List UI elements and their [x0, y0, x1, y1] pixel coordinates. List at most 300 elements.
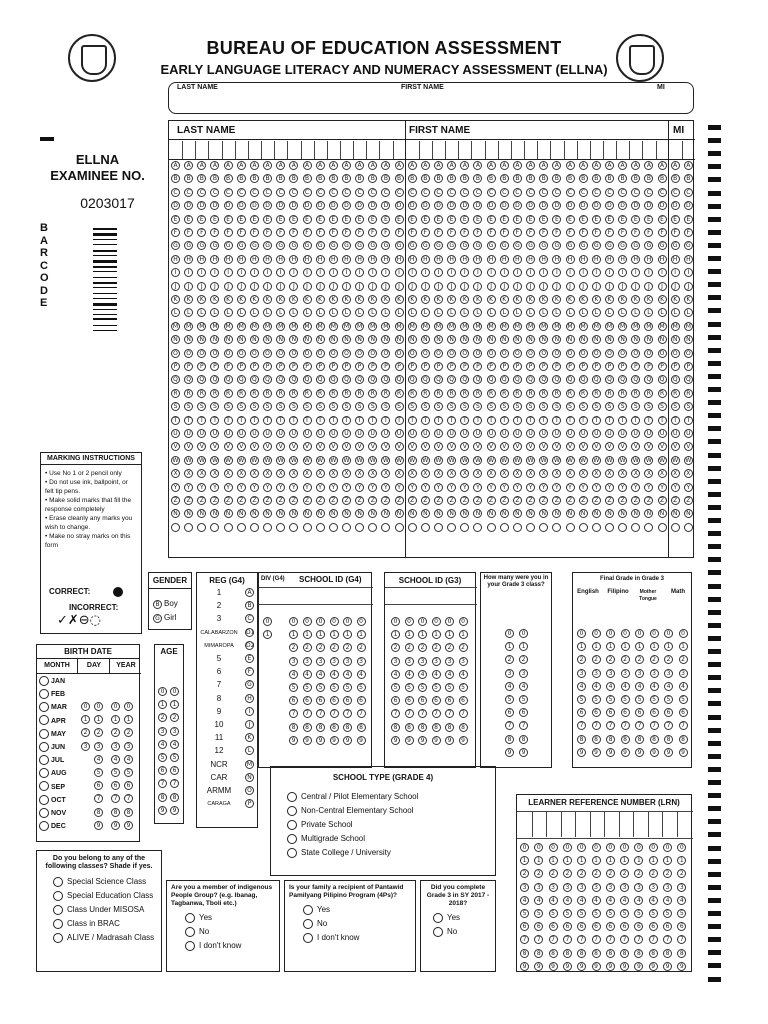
bubble[interactable]: B	[197, 174, 206, 183]
bubble[interactable]: M	[357, 322, 363, 330]
bubble[interactable]: R	[500, 389, 509, 398]
bubble[interactable]: C	[245, 614, 254, 623]
bubble[interactable]: J	[303, 282, 312, 291]
bubble[interactable]: E	[171, 215, 180, 224]
bubble[interactable]: 2	[357, 643, 366, 652]
bubble[interactable]: 2	[677, 869, 686, 878]
bubble[interactable]: W	[304, 456, 310, 464]
bubble[interactable]: J	[605, 282, 614, 291]
radio-icon[interactable]	[39, 808, 49, 818]
bubble[interactable]: H	[539, 255, 548, 264]
bubble[interactable]: D	[447, 201, 456, 210]
bubble[interactable]: 4	[621, 682, 630, 691]
bubble[interactable]: 0	[505, 629, 514, 638]
bubble[interactable]: 6	[592, 708, 601, 717]
radio-icon[interactable]	[39, 702, 49, 712]
bubble[interactable]: O	[618, 349, 627, 358]
bubble[interactable]: K	[329, 295, 338, 304]
bubble[interactable]: F	[342, 228, 351, 237]
bubble[interactable]: W	[172, 456, 179, 464]
bubble[interactable]	[605, 523, 614, 532]
bubble[interactable]: M	[383, 322, 389, 330]
bubble[interactable]: 7	[663, 935, 672, 944]
bubble[interactable]: K	[552, 295, 561, 304]
bubble[interactable]: E	[395, 215, 404, 224]
bubble[interactable]: P	[355, 362, 364, 371]
bubble[interactable]: G	[342, 241, 351, 250]
bubble[interactable]: 8	[158, 793, 167, 802]
bubble[interactable]: C	[434, 188, 443, 197]
bubble[interactable]: Ñ	[237, 509, 246, 518]
bubble[interactable]: Q	[171, 375, 180, 384]
bubble[interactable]: G	[658, 241, 667, 250]
bubble[interactable]: N	[552, 335, 561, 344]
bubble[interactable]: 5	[505, 695, 514, 704]
bubble[interactable]: Ñ	[276, 509, 285, 518]
bubble[interactable]: Y	[579, 483, 588, 492]
bubble[interactable]: 7	[606, 935, 615, 944]
grade3-box[interactable]	[420, 880, 496, 972]
bubble[interactable]: B	[342, 174, 351, 183]
bubble[interactable]: 7	[621, 721, 630, 730]
bubble[interactable]: Y	[197, 483, 206, 492]
bubble[interactable]: 9	[170, 806, 179, 815]
bubble[interactable]: L	[592, 308, 601, 317]
bubble[interactable]: D	[526, 201, 535, 210]
bubble[interactable]: Ñ	[395, 509, 404, 518]
bubble[interactable]: L	[671, 308, 680, 317]
bubble[interactable]: 6	[563, 922, 572, 931]
bubble[interactable]: O	[644, 349, 653, 358]
bubble[interactable]: B	[487, 174, 496, 183]
bubble[interactable]: 2	[418, 643, 427, 652]
bubble[interactable]: B	[184, 174, 193, 183]
bubble[interactable]: S	[197, 402, 206, 411]
bubble[interactable]: 7	[649, 935, 658, 944]
bubble[interactable]: L	[342, 308, 351, 317]
bubble[interactable]: V	[408, 442, 417, 451]
bubble[interactable]: 6	[343, 696, 352, 705]
bubble[interactable]: F	[513, 228, 522, 237]
bubble[interactable]: 6	[111, 781, 120, 790]
bubble[interactable]: F	[552, 228, 561, 237]
bubble[interactable]: 8	[418, 723, 427, 732]
bubble[interactable]: 7	[303, 709, 312, 718]
bubble[interactable]: 8	[664, 735, 673, 744]
bubble[interactable]: N	[245, 773, 254, 782]
bubble[interactable]: D	[658, 201, 667, 210]
bubble[interactable]: Ñ	[355, 509, 364, 518]
bubble[interactable]: F	[245, 667, 254, 676]
bubble[interactable]: 8	[606, 949, 615, 958]
bubble[interactable]: I	[473, 268, 482, 277]
bubble[interactable]: R	[368, 389, 377, 398]
bubble[interactable]: B	[447, 174, 456, 183]
bubble[interactable]: T	[342, 416, 351, 425]
bubble[interactable]: P	[460, 362, 469, 371]
bubble[interactable]: 3	[621, 669, 630, 678]
bubble[interactable]: X	[566, 469, 575, 478]
bubble[interactable]: C	[368, 188, 377, 197]
bubble[interactable]: J	[473, 282, 482, 291]
bubble[interactable]: H	[197, 255, 206, 264]
bubble[interactable]: 1	[505, 642, 514, 651]
bubble[interactable]: 4	[534, 896, 543, 905]
bubble[interactable]	[618, 523, 627, 532]
bubble[interactable]: H	[513, 255, 522, 264]
bubble[interactable]: W	[435, 456, 442, 464]
bubble[interactable]: 9	[606, 962, 615, 971]
radio-icon[interactable]	[185, 927, 195, 937]
bubble[interactable]: 9	[534, 962, 543, 971]
month-option[interactable]	[39, 727, 67, 740]
bubble[interactable]: 3	[519, 669, 528, 678]
bubble[interactable]: R	[224, 389, 233, 398]
bubble[interactable]: 1	[577, 642, 586, 651]
bubble[interactable]: I	[605, 268, 614, 277]
bubble[interactable]: 1	[635, 642, 644, 651]
bubble[interactable]: B	[329, 174, 338, 183]
bubble[interactable]: V	[421, 442, 430, 451]
bubble[interactable]: N	[381, 335, 390, 344]
bubble[interactable]: 6	[289, 696, 298, 705]
bubble[interactable]: E	[289, 215, 298, 224]
bubble[interactable]: 0	[263, 617, 272, 626]
bubble[interactable]: O	[263, 349, 272, 358]
bubble[interactable]: B	[153, 600, 162, 609]
bubble[interactable]: C	[303, 188, 312, 197]
bubble[interactable]: P	[316, 362, 325, 371]
bubble[interactable]: Z	[539, 496, 548, 505]
radio-icon[interactable]	[39, 742, 49, 752]
bubble[interactable]: X	[395, 469, 404, 478]
bubble[interactable]: Ñ	[671, 509, 680, 518]
bubble[interactable]: K	[210, 295, 219, 304]
reg-option[interactable]	[197, 772, 259, 784]
bubble[interactable]: 1	[330, 630, 339, 639]
bubble[interactable]: K	[395, 295, 404, 304]
bubble[interactable]: 0	[316, 617, 325, 626]
bubble[interactable]: Y	[421, 483, 430, 492]
bubble[interactable]: Q	[618, 375, 627, 384]
bubble[interactable]: W	[330, 456, 337, 464]
bubble[interactable]: U	[539, 429, 548, 438]
bubble[interactable]: T	[513, 416, 522, 425]
bubble[interactable]: 2	[679, 655, 688, 664]
bubble[interactable]: X	[644, 469, 653, 478]
bubble[interactable]: 0	[677, 843, 686, 852]
radio-icon[interactable]	[53, 933, 63, 943]
bubble[interactable]: 6	[620, 922, 629, 931]
bubble[interactable]: A	[316, 161, 325, 170]
bubble[interactable]: C	[289, 188, 298, 197]
bubble[interactable]: X	[421, 469, 430, 478]
bubble[interactable]	[592, 523, 601, 532]
bubble[interactable]: 4	[592, 682, 601, 691]
bubble[interactable]: 0	[592, 629, 601, 638]
bubble[interactable]: B	[263, 174, 272, 183]
reg-option[interactable]	[197, 613, 259, 625]
bubble[interactable]: H	[566, 255, 575, 264]
bubble[interactable]: V	[644, 442, 653, 451]
bubble[interactable]: W	[238, 456, 245, 464]
bubble[interactable]: R	[552, 389, 561, 398]
bubble[interactable]: A	[263, 161, 272, 170]
bubble[interactable]: T	[171, 416, 180, 425]
bubble[interactable]: G	[408, 241, 417, 250]
bubble[interactable]: 2	[330, 643, 339, 652]
bubble[interactable]: 2	[445, 643, 454, 652]
bubble[interactable]: E	[434, 215, 443, 224]
bubble[interactable]	[684, 523, 693, 532]
bubble[interactable]: 1	[391, 630, 400, 639]
bubble[interactable]: N	[289, 335, 298, 344]
bubble[interactable]: Y	[329, 483, 338, 492]
bubble[interactable]: 6	[649, 922, 658, 931]
bubble[interactable]: G	[631, 241, 640, 250]
bubble[interactable]: X	[579, 469, 588, 478]
bubble[interactable]: S	[316, 402, 325, 411]
bubble[interactable]: 2	[432, 643, 441, 652]
bubble[interactable]: 6	[94, 781, 103, 790]
bubble[interactable]: E	[447, 215, 456, 224]
bubble[interactable]: C	[355, 188, 364, 197]
bubble[interactable]: I	[460, 268, 469, 277]
bubble[interactable]: C	[224, 188, 233, 197]
bubble[interactable]: A	[250, 161, 259, 170]
bubble[interactable]: C	[684, 188, 693, 197]
bubble[interactable]: F	[526, 228, 535, 237]
bubble[interactable]: S	[500, 402, 509, 411]
bubble[interactable]: 8	[405, 723, 414, 732]
bubble[interactable]: G	[447, 241, 456, 250]
bubble[interactable]: 1	[563, 856, 572, 865]
bubble[interactable]: C	[500, 188, 509, 197]
bubble[interactable]: 7	[343, 709, 352, 718]
bubble[interactable]: P	[487, 362, 496, 371]
lrn-box[interactable]	[516, 794, 692, 972]
bubble[interactable]: M	[659, 322, 665, 330]
bubble[interactable]: F	[171, 228, 180, 237]
bubble[interactable]: 9	[316, 736, 325, 745]
bubble[interactable]: D	[342, 201, 351, 210]
bubble[interactable]: H	[447, 255, 456, 264]
bubble[interactable]: A	[303, 161, 312, 170]
bubble[interactable]: 5	[606, 909, 615, 918]
bubble[interactable]: N	[276, 335, 285, 344]
bubble[interactable]: 7	[534, 935, 543, 944]
bubble[interactable]: 1	[592, 642, 601, 651]
bubble[interactable]: I	[579, 268, 588, 277]
bubble[interactable]: N	[263, 335, 272, 344]
bubble[interactable]: T	[500, 416, 509, 425]
bubble[interactable]: Q	[237, 375, 246, 384]
bubble[interactable]: 7	[679, 721, 688, 730]
bubble[interactable]: 6	[663, 922, 672, 931]
bubble[interactable]: A	[210, 161, 219, 170]
bubble[interactable]: 0	[649, 843, 658, 852]
bubble[interactable]: 6	[316, 696, 325, 705]
bubble[interactable]: E	[368, 215, 377, 224]
bubble[interactable]: M	[238, 322, 244, 330]
bubble[interactable]: F	[671, 228, 680, 237]
bubble[interactable]: 5	[432, 683, 441, 692]
bubble[interactable]: F	[631, 228, 640, 237]
bubble[interactable]: O	[539, 349, 548, 358]
bubble[interactable]: O	[460, 349, 469, 358]
bubble[interactable]: 3	[94, 742, 103, 751]
bubble[interactable]: D	[408, 201, 417, 210]
bubble[interactable]: M	[186, 322, 192, 330]
bubble[interactable]: S	[684, 402, 693, 411]
bubble[interactable]: K	[460, 295, 469, 304]
bubble[interactable]: I	[526, 268, 535, 277]
bubble[interactable]: K	[184, 295, 193, 304]
bubble[interactable]: E	[250, 215, 259, 224]
bubble[interactable]: U	[684, 429, 693, 438]
bubble[interactable]: R	[276, 389, 285, 398]
bubble[interactable]: W	[501, 456, 508, 464]
radio-icon[interactable]	[433, 913, 443, 923]
bubble[interactable]: 8	[577, 949, 586, 958]
bubble[interactable]: 1	[664, 642, 673, 651]
bubble[interactable]: V	[434, 442, 443, 451]
bubble[interactable]: V	[289, 442, 298, 451]
bubble[interactable]: D	[171, 201, 180, 210]
bubble[interactable]: 9	[289, 736, 298, 745]
bubble[interactable]: J	[671, 282, 680, 291]
option-item[interactable]	[53, 931, 161, 945]
bubble[interactable]: S	[513, 402, 522, 411]
bubble[interactable]: E	[513, 215, 522, 224]
bubble[interactable]: 6	[124, 781, 133, 790]
bubble[interactable]: J	[658, 282, 667, 291]
bubble[interactable]: F	[566, 228, 575, 237]
birth-date-box[interactable]	[36, 644, 140, 842]
school-type-box[interactable]	[270, 766, 496, 876]
option-item[interactable]	[303, 931, 415, 945]
bubble[interactable]: X	[237, 469, 246, 478]
bubble[interactable]: R	[171, 389, 180, 398]
bubble[interactable]: O	[579, 349, 588, 358]
bubble[interactable]: A	[276, 161, 285, 170]
bubble[interactable]: H	[684, 255, 693, 264]
bubble[interactable]: M	[172, 322, 179, 330]
bubble[interactable]: 5	[649, 909, 658, 918]
bubble[interactable]: E	[421, 215, 430, 224]
bubble[interactable]: X	[303, 469, 312, 478]
bubble[interactable]: 8	[170, 793, 179, 802]
bubble[interactable]: L	[605, 308, 614, 317]
bubble[interactable]: 0	[418, 617, 427, 626]
bubble[interactable]: M	[527, 322, 534, 330]
month-option[interactable]	[39, 766, 67, 779]
bubble[interactable]: J	[237, 282, 246, 291]
bubble[interactable]: G	[421, 241, 430, 250]
radio-icon[interactable]	[287, 848, 297, 858]
bubble[interactable]: W	[606, 456, 613, 464]
bubble[interactable]: J	[618, 282, 627, 291]
radio-icon[interactable]	[185, 913, 195, 923]
bubble[interactable]: L	[539, 308, 548, 317]
bubble[interactable]: D	[197, 201, 206, 210]
bubble[interactable]: D	[276, 201, 285, 210]
bubble[interactable]: R	[539, 389, 548, 398]
bubble[interactable]: I	[395, 268, 404, 277]
bubble[interactable]: A	[289, 161, 298, 170]
bubble[interactable]: 0	[634, 843, 643, 852]
bubble[interactable]: Y	[224, 483, 233, 492]
bubble[interactable]	[276, 523, 285, 532]
bubble[interactable]: D	[473, 201, 482, 210]
bubble[interactable]: H	[434, 255, 443, 264]
bubble[interactable]: V	[395, 442, 404, 451]
bubble[interactable]: 5	[303, 683, 312, 692]
bubble[interactable]: W	[211, 456, 218, 464]
bubble[interactable]: 2	[343, 643, 352, 652]
bubble[interactable]: 4	[677, 896, 686, 905]
classes-box[interactable]	[36, 850, 162, 972]
bubble[interactable]: J	[368, 282, 377, 291]
bubble[interactable]: T	[355, 416, 364, 425]
bubble[interactable]: T	[473, 416, 482, 425]
bubble[interactable]: 4	[111, 755, 120, 764]
bubble[interactable]: O	[684, 349, 693, 358]
bubble[interactable]: C	[579, 188, 588, 197]
bubble[interactable]: O	[197, 349, 206, 358]
bubble[interactable]: T	[329, 416, 338, 425]
bubble[interactable]: B	[526, 174, 535, 183]
bubble[interactable]: 8	[111, 808, 120, 817]
radio-icon[interactable]	[53, 905, 63, 915]
bubble[interactable]: G	[171, 241, 180, 250]
month-option[interactable]	[39, 780, 67, 793]
bubble[interactable]: A	[552, 161, 561, 170]
bubble[interactable]: L	[552, 308, 561, 317]
bubble[interactable]	[224, 523, 233, 532]
bubble[interactable]: K	[644, 295, 653, 304]
bubble[interactable]: Z	[421, 496, 430, 505]
bubble[interactable]: P	[539, 362, 548, 371]
bubble[interactable]: C	[408, 188, 417, 197]
bubble[interactable]: M	[462, 322, 468, 330]
bubble[interactable]: 6	[592, 922, 601, 931]
bubble[interactable]: V	[473, 442, 482, 451]
bubble[interactable]: Q	[184, 375, 193, 384]
bubble[interactable]: K	[408, 295, 417, 304]
bubble[interactable]: F	[487, 228, 496, 237]
bubble[interactable]: G	[250, 241, 259, 250]
bubble[interactable]: U	[447, 429, 456, 438]
bubble[interactable]: Ñ	[263, 509, 272, 518]
bubble[interactable]: G	[671, 241, 680, 250]
bubble[interactable]: F	[644, 228, 653, 237]
bubble[interactable]: 6	[303, 696, 312, 705]
bubble[interactable]: O	[210, 349, 219, 358]
bubble[interactable]: H	[618, 255, 627, 264]
bubble[interactable]: T	[276, 416, 285, 425]
bubble[interactable]: 6	[330, 696, 339, 705]
bubble[interactable]: Z	[684, 496, 693, 505]
bubble[interactable]: 2	[316, 643, 325, 652]
bubble[interactable]: 7	[635, 721, 644, 730]
bubble[interactable]: O	[237, 349, 246, 358]
bubble[interactable]: V	[566, 442, 575, 451]
bubble[interactable]: 6	[650, 708, 659, 717]
bubble[interactable]: G	[289, 241, 298, 250]
bubble[interactable]: 6	[432, 696, 441, 705]
bubble[interactable]: D	[434, 201, 443, 210]
